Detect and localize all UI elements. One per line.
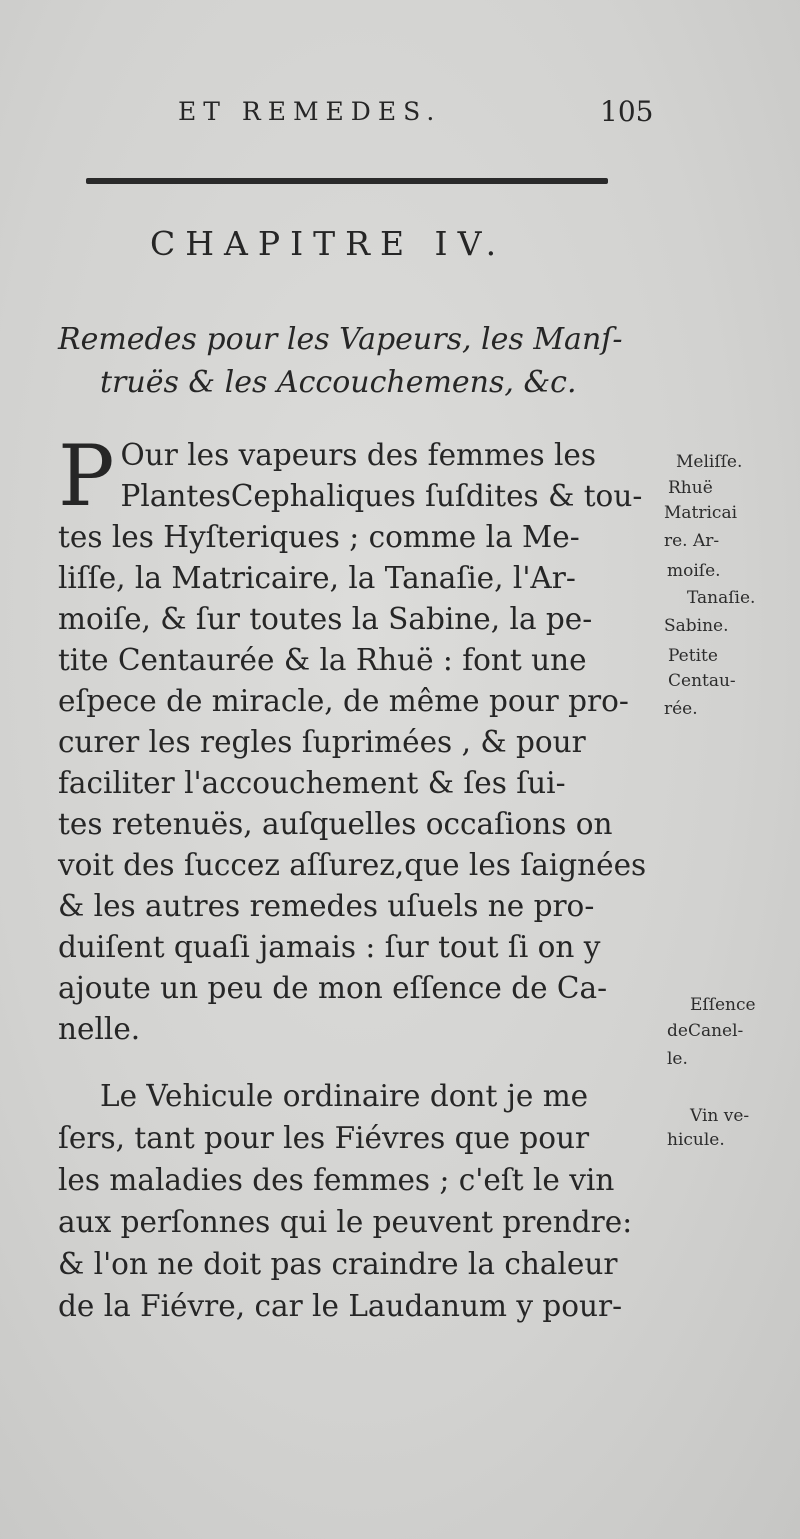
text-line: liſſe, la Matricaire, la Tanaſie, l'Ar- <box>58 561 576 595</box>
drop-cap: P <box>58 427 115 525</box>
text-line: & les autres remedes uſuels ne pro- <box>58 889 595 923</box>
paragraph-1 <box>58 427 658 1050</box>
margin-note: Petite <box>668 646 718 666</box>
text-line: faciliter l'accouchement & ſes ſui- <box>58 766 566 800</box>
margin-note: moiſe. <box>667 561 721 581</box>
margin-note: deCanel- <box>667 1021 744 1041</box>
margin-note: Matricai <box>664 503 738 523</box>
text-line: aux perſonnes qui le peuvent prendre: <box>58 1205 633 1239</box>
margin-note: Eſſence <box>690 995 756 1015</box>
paragraph-2 <box>58 1075 658 1327</box>
margin-note: Vin ve- <box>690 1106 750 1126</box>
text-line: de la Fiévre, car le Laudanum y pour- <box>58 1289 623 1323</box>
text-line: PlantesCephaliques ſuſdites & tou- <box>120 479 643 513</box>
margin-note: Centau- <box>668 671 736 691</box>
text-line: ajoute un peu de mon eſſence de Ca- <box>58 971 608 1005</box>
margin-note: re. Ar- <box>664 531 720 551</box>
text-line: tes retenuës, auſquelles occaſions on <box>58 807 613 841</box>
chapter-subtitle <box>58 318 658 404</box>
running-head: ET REMEDES. <box>178 97 442 126</box>
margin-note: rée. <box>664 699 698 719</box>
subtitle-line: truës & les Accouchemens, &c. <box>100 365 577 400</box>
text-line: duiſent quaſi jamais : ſur tout ſi on y <box>58 930 601 964</box>
text-line: moiſe, & ſur toutes la Sabine, la pe- <box>58 602 593 636</box>
text-line: ſers, tant pour les Fiévres que pour <box>58 1121 590 1155</box>
header-rule <box>86 178 608 184</box>
chapter-title: CHAPITRE IV. <box>150 224 507 263</box>
text-line: les maladies des femmes ; c'eſt le vin <box>58 1163 615 1197</box>
text-line: tes les Hyſteriques ; comme la Me- <box>58 520 580 554</box>
text-line: voit des ſuccez aſſurez,que les ſaignées <box>58 848 647 882</box>
subtitle-line: Remedes pour les Vapeurs, les Manſ- <box>58 322 623 357</box>
margin-note: hicule. <box>667 1130 725 1150</box>
text-line: nelle. <box>58 1012 141 1046</box>
text-line: Our les vapeurs des femmes les <box>120 438 597 472</box>
text-line: curer les regles ſuprimées , & pour <box>58 725 586 759</box>
text-line: eſpece de miracle, de même pour pro- <box>58 684 629 718</box>
page-number: 105 <box>600 95 654 128</box>
text-line: Le Vehicule ordinaire dont je me <box>100 1079 589 1113</box>
text-line: tite Centaurée & la Rhuë : font une <box>58 643 587 677</box>
text-line: & l'on ne doit pas craindre la chaleur <box>58 1247 618 1281</box>
margin-note: Rhuë <box>668 478 713 498</box>
margin-note: le. <box>667 1049 688 1069</box>
margin-note: Sabine. <box>664 616 729 636</box>
margin-note: Tanaſie. <box>687 588 756 608</box>
margin-note: Meliſſe. <box>676 452 743 472</box>
